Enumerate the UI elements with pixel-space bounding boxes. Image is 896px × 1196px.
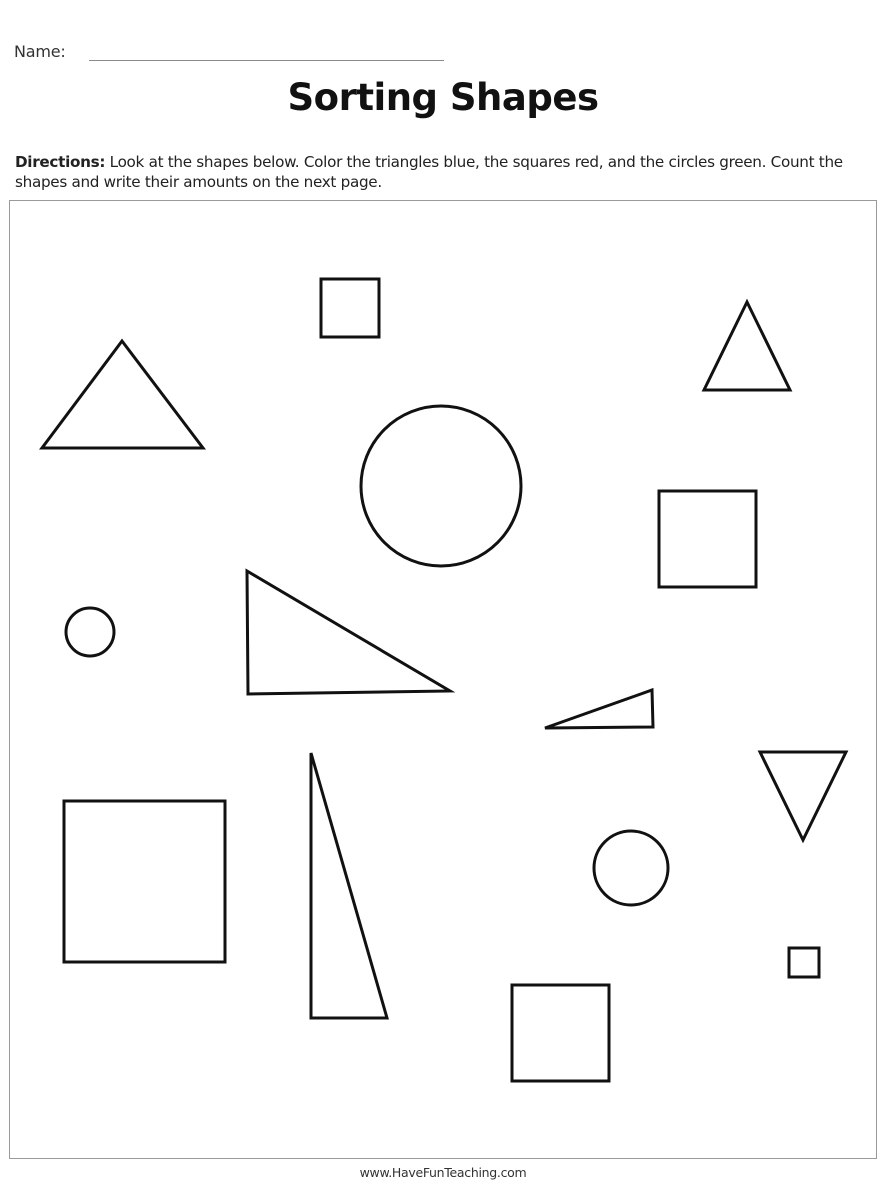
circle-shape[interactable] (361, 406, 521, 566)
triangle-shape[interactable] (311, 753, 387, 1018)
circle-shape[interactable] (66, 608, 114, 656)
triangle-shape[interactable] (760, 752, 846, 840)
circle-shape[interactable] (594, 831, 668, 905)
directions-text: Look at the shapes below. Color the triangles blue, the squares red, and the circles green. Count the shapes and write their amounts on the next page. (15, 153, 843, 191)
triangle-shape[interactable] (42, 341, 203, 448)
footer-website: www.HaveFunTeaching.com (359, 1165, 527, 1180)
square-shape[interactable] (321, 279, 379, 337)
page-title: Sorting Shapes (287, 76, 599, 119)
square-shape[interactable] (64, 801, 225, 962)
squares-group (64, 279, 819, 1081)
square-shape[interactable] (789, 948, 819, 977)
triangle-shape[interactable] (247, 571, 450, 694)
triangle-shape[interactable] (545, 690, 653, 728)
triangle-shape[interactable] (704, 302, 790, 390)
square-shape[interactable] (659, 491, 756, 587)
name-label: Name: (14, 42, 66, 61)
directions-label: Directions: (15, 153, 106, 171)
square-shape[interactable] (512, 985, 609, 1081)
